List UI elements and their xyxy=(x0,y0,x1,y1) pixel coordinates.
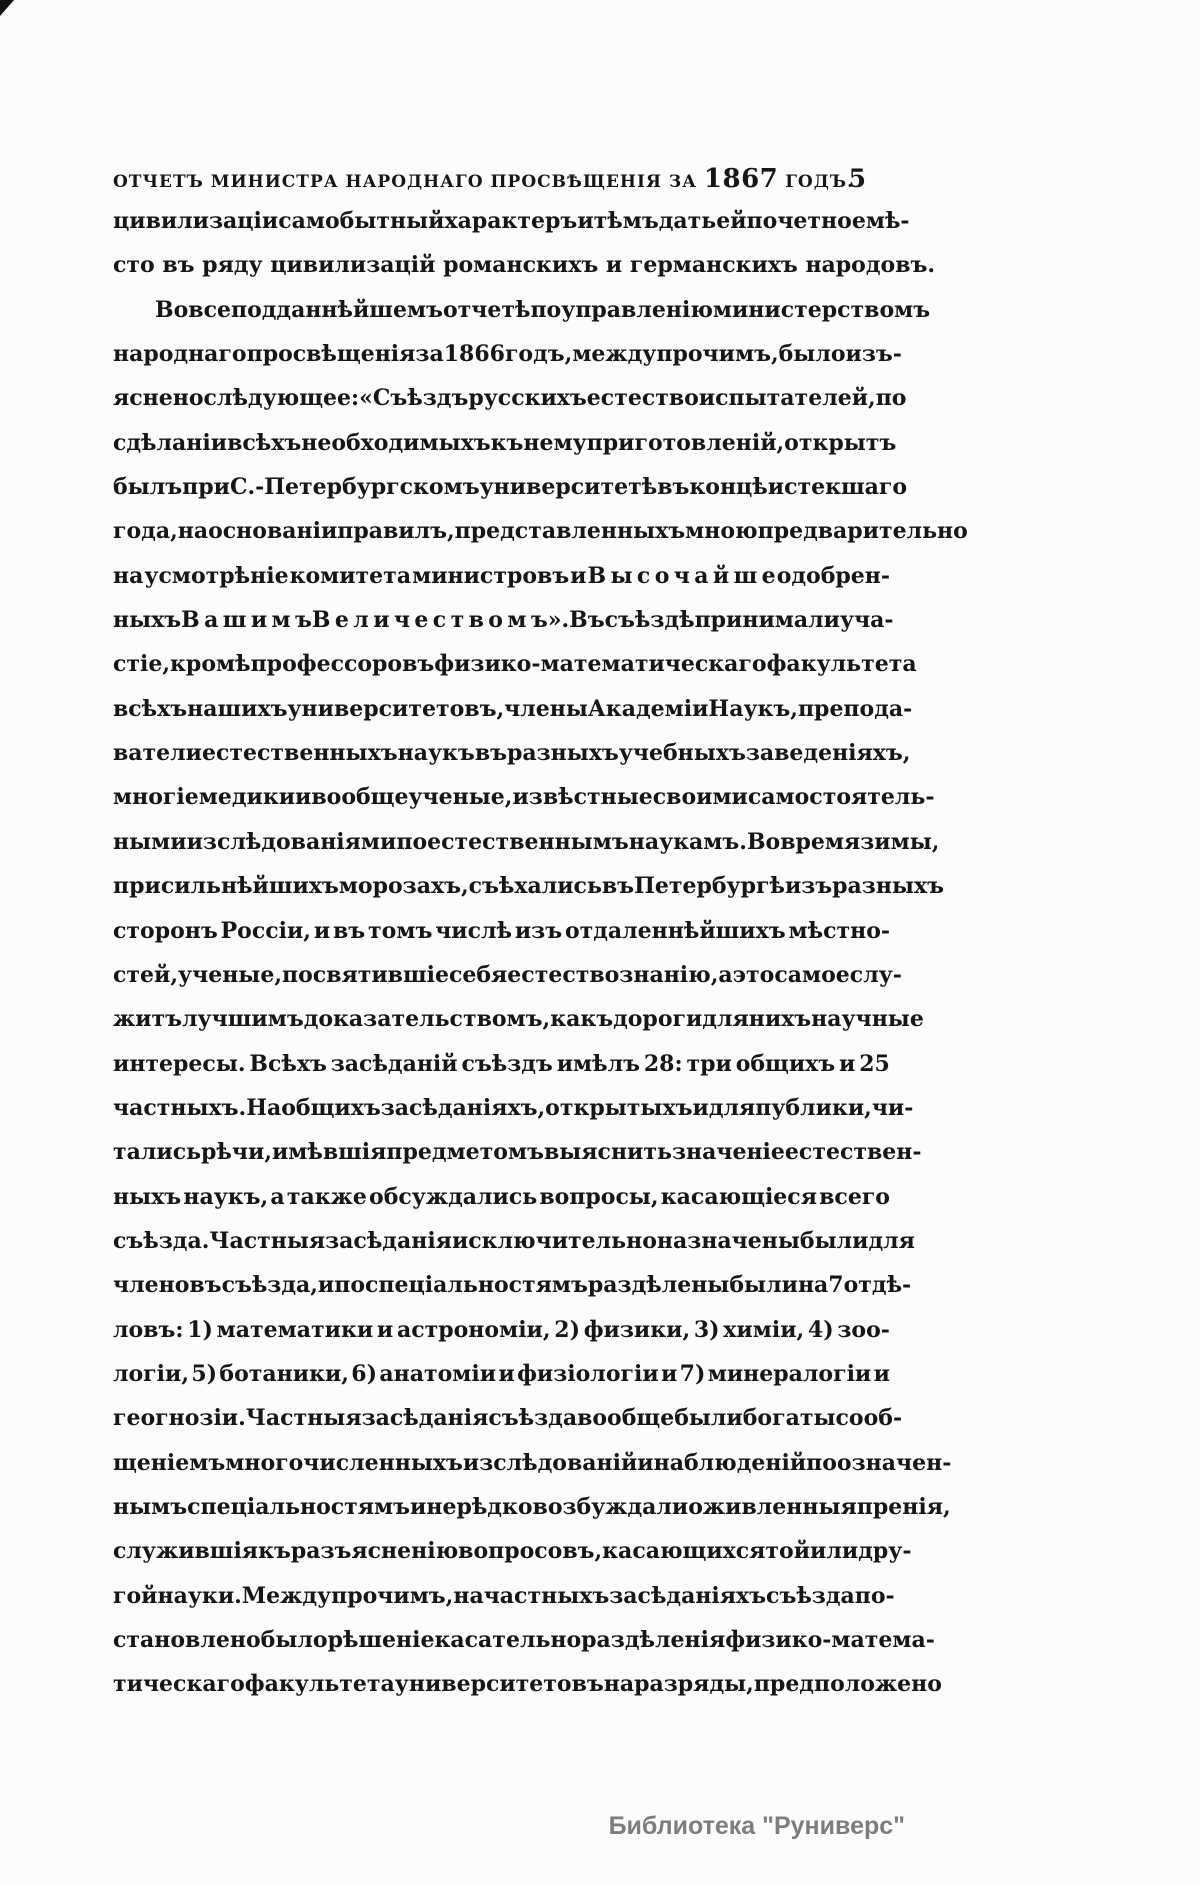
text-line: года, на основаніи правилъ, представленныхъ мною предварительно xyxy=(113,518,968,545)
text-line: тическаго факультета университетовъ на разряды, предположено xyxy=(113,1671,942,1698)
text-line: стей, ученые, посвятившіе себя естествознанію, а это самое слу- xyxy=(113,961,902,988)
text-line: геогнозіи. Частныя засѣданія съѣзда вообще были богаты сооб- xyxy=(113,1405,903,1432)
running-title-year: 1867 xyxy=(703,164,779,194)
text-line: сто въ ряду цивилизацій романскихъ и германскихъ народовъ. xyxy=(113,252,936,279)
text-line: становлено было рѣшеніе касательно раздѣленія физико-матема- xyxy=(113,1627,935,1653)
page-header xyxy=(113,162,890,202)
text-line: гой науки. Между прочимъ, на частныхъ засѣданіяхъ съѣзда по- xyxy=(113,1582,895,1609)
text-line: сдѣланіи всѣхъ необходимыхъ къ нему приготовленій, открытъ xyxy=(113,429,897,456)
text-line: народнаго просвѣщенія за 1866 годъ, между прочимъ, было изъ- xyxy=(113,341,902,368)
text-line: многіе медики и вообще ученые, извѣстные своими самостоятель- xyxy=(113,784,935,811)
text-line: интересы. Всѣхъ засѣданій съѣздъ имѣлъ 28: три общихъ и 25 xyxy=(113,1050,890,1077)
text-line: Во всеподданнѣйшемъ отчетѣ по управленію министерствомъ xyxy=(155,296,931,323)
text-line: при сильнѣйшихъ морозахъ, съѣхались въ Петербургѣ изъ разныхъ xyxy=(113,873,944,900)
text-line: ными изслѣдованіями по естественнымъ наукамъ. Во время зимы, xyxy=(113,828,940,855)
text-line: ныхъ наукъ, а также обсуждались вопросы, касающіеся всего xyxy=(113,1183,890,1210)
text-line: стіе, кромѣ профессоровъ физико - математическаго факультета xyxy=(113,651,917,678)
text-line: сторонъ Россіи, и въ томъ числѣ изъ отдаленнѣйшихъ мѣстно- xyxy=(113,917,890,944)
text-line: яснено слѣдующее: «Съѣздъ русскихъ естествоиспытателей, по xyxy=(113,385,907,412)
text-line: нымъ спеціальностямъ и нерѣдко возбуждали оживленныя пренія, xyxy=(113,1493,951,1520)
body-text xyxy=(113,199,968,1707)
text-line: членовъ съѣзда, и по спеціальностямъ раздѣлены были на 7 отдѣ- xyxy=(113,1272,912,1299)
library-watermark: Библиотека "Руниверс" xyxy=(608,1812,905,1840)
text-line: цивилизаціи самобытный характеръ и тѣмъ дать ей почетное мѣ- xyxy=(113,208,910,234)
text-line: ватели естественныхъ наукъ въ разныхъ учебныхъ заведеніяхъ, xyxy=(113,740,911,767)
text-line: щеніемъ многочисленныхъ изслѣдованій и наблюденій по означен- xyxy=(113,1449,952,1476)
text-line: житъ лучшимъ доказательствомъ, какъ дороги для нихъ научные xyxy=(113,1006,924,1033)
text-line: былъ при С.-Петербургскомъ университетѣ въ концѣ истекшаго xyxy=(113,474,908,501)
running-title-prefix: ОТЧЕТЪ МИНИСТРА НАРОДНАГО ПРОСВѢЩЕНІЯ ЗА xyxy=(113,172,697,192)
text-line: на усмотрѣніе комитета министровъ и В ы с о ч а й ш е одобрен- xyxy=(113,562,890,589)
text-line: всѣхъ нашихъ университетовъ, члены Академіи Наукъ, препода- xyxy=(113,695,913,722)
text-line: съѣзда. Частныя засѣданія исключительно назначены были для xyxy=(113,1227,915,1254)
running-title xyxy=(113,162,890,199)
text-line: ныхъ В а ш и м ъ В е л и ч е с т в о м ъ». Въ съѣздѣ принимали уча- xyxy=(113,607,894,634)
page-number: 5 xyxy=(848,164,866,193)
text-line: ловъ: 1) математики и астрономіи, 2) физики, 3) химіи, 4) зоо- xyxy=(113,1316,890,1343)
scan-corner-artifact xyxy=(0,0,14,16)
text-line: логіи, 5) ботаники, 6) анатоміи и физіологіи и 7) минералогіи и xyxy=(113,1360,890,1387)
running-title-suffix: ГОДЪ. xyxy=(785,172,855,192)
text-line: частныхъ. На общихъ засѣданіяхъ, открытыхъ и для публики, чи- xyxy=(113,1094,914,1121)
text-line: тались рѣчи, имѣвшія предметомъ выяснить значеніе естествен- xyxy=(113,1139,922,1166)
text-line: служившія къ разъясненію вопросовъ, касающихся той или дру- xyxy=(113,1538,912,1565)
